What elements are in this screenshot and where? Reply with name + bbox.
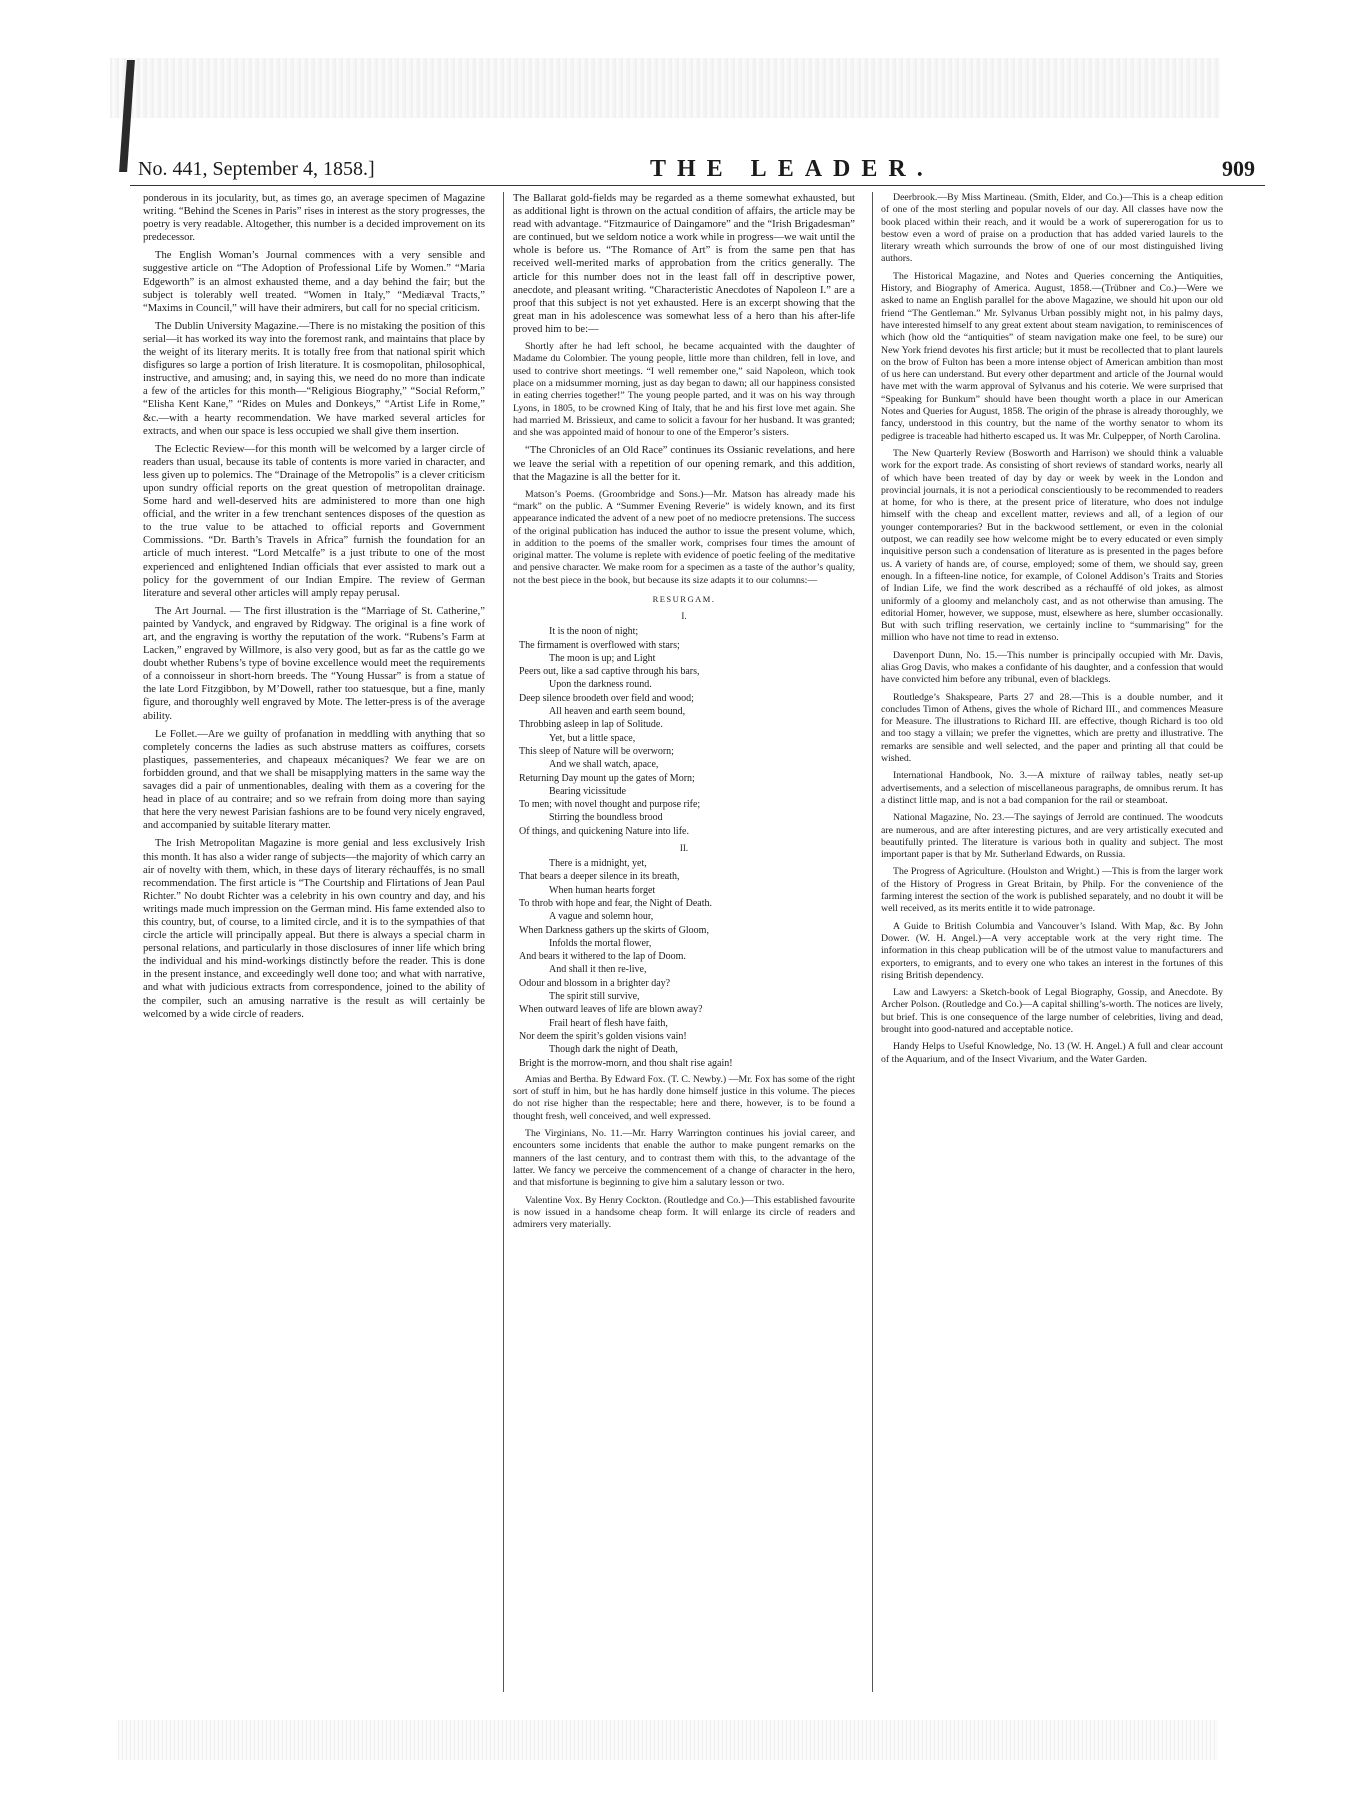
review-paragraph: Amias and Bertha. By Edward Fox. (T. C. Newby.) —Mr. Fox has some of the right sort of stuff in him, but he has hardly done himself justice in this volume. The pieces do not rise higher than the respectable; here and there, however, is to be found a thought fresh, well conceived, and well expressed. bbox=[513, 1073, 855, 1122]
paragraph: “The Chronicles of an Old Race” continues its Ossianic revelations, and here we leave the serial with a repetition of our opening remark, and this addition, that the Magazine is all the better for it. bbox=[513, 445, 855, 483]
review-paragraph: Routledge’s Shakspeare, Parts 27 and 28.—This is a double number, and it concludes Timon of Athens, gives the whole of Richard III., and commences Measure for Measure. The illustrations to Richard III. are effective, though Richard is too old and too stagy a villain; we prefer the vignettes, which are pretty and illustrative. The remarks are sensible and well selected, and the paper and printing all that could be wished. bbox=[881, 691, 1223, 765]
review-paragraph: Deerbrook.—By Miss Martineau. (Smith, Elder, and Co.)—This is a cheap edition of one of the most sterling and popular novels of our day. All classes have now the book placed within their reach, and it would be a work of supererogation for us to bestow even a word of praise on a production that has added varied laurels to the literary wreath which surrounds the brow of one of our most distinguished living authors. bbox=[881, 192, 1223, 265]
poem-line: The spirit still survive, bbox=[549, 991, 640, 1003]
poem-line: And we shall watch, apace, bbox=[549, 759, 659, 771]
masthead-title: THE LEADER. bbox=[650, 156, 934, 182]
poem-line: Yet, but a little space, bbox=[549, 732, 636, 744]
poem-line: A vague and solemn hour, bbox=[549, 911, 654, 923]
page-number: 909 bbox=[1222, 156, 1255, 181]
column-3 bbox=[881, 192, 1223, 1702]
poem-line: Deep silence broodeth over field and wood; bbox=[519, 692, 694, 704]
poem-line: Bearing vicissitude bbox=[549, 785, 626, 797]
issue-line: No. 441, September 4, 1858.] bbox=[138, 158, 375, 180]
review-paragraph: Law and Lawyers: a Sketch-book of Legal Biography, Gossip, and Anecdote. By Archer Polson. (Routledge and Co.)—A capital shilling’s-worth. The notices are lively, but brief. This is one consequence of the large number of celebrities, living and dead, brought into good-natured and acceptable notice. bbox=[881, 987, 1223, 1035]
poem-line: Throbbing asleep in lap of Solitude. bbox=[519, 719, 663, 731]
paragraph: The Ballarat gold-fields may be regarded as a theme somewhat exhausted, but as additional light is thrown on the actual condition of affairs, the article may be read with advantage. “Fitzmaurice of Daingamore” and the “Irish Brigadesman” are continued, but we seldom notice a work while in progress—we wait until the whole is before us. “The Romance of Art” is from the same pen that has received well-merited marks of approbation from the critics generally. The article for this number does not in the least fall off in descriptive power, anecdote, and pleasant writing. “Characteristic Anecdotes of Napoleon I.” are a proof that this subject is not yet exhausted. Here is an excerpt showing that the great man in his adolescence was somewhat less of a hero than his after-life proved him to be:— bbox=[513, 193, 855, 335]
review-paragraph: A Guide to British Columbia and Vancouver’s Island. With Map, &c. By John Dower. (W. H. Angel.)—A very acceptable work at the very right time. The information in this cheap publication will be of the utmost value to manufacturers and exporters, to emigrants, and to every one who takes an interest in the fortunes of this rising British dependency. bbox=[881, 920, 1223, 981]
paragraph: The Irish Metropolitan Magazine is more genial and less exclusively Irish this month. It has also a wider range of subjects—the majority of which carry an air of novelty with them, which, in these days of literary réchauffés, is no small recommendation. The first article is “The Courtship and Flirtations of Jean Paul Richter.” No doubt Richter was a celebrity in his own country and day, and his writings made much impression on the German mind. His fame extended also to this country, but, of course, to a limited circle, and it is to the sympathies of that circle the article will principally appeal. But there is always a special charm in personal relations, and particularly in those disclosures of inner life which bring the individual and his mind-workings distinctly before the reader. This is done in the present instance, and exceedingly well done too; and what with narrative, and what with judicious extracts from correspondence, joined to the ability of the compiler, such an amusing narrative is the result as will certainly be welcomed by a wide circle of readers. bbox=[143, 838, 485, 1020]
column-divider bbox=[872, 192, 873, 1692]
poem-line: There is a midnight, yet, bbox=[549, 858, 647, 870]
poem-line: Peers out, like a sad captive through his bars, bbox=[519, 666, 700, 678]
review-paragraph: Handy Helps to Useful Knowledge, No. 13 (W. H. Angel.) A full and clear account of the Aquarium, and of the Insect Vivarium, and the Water Garden. bbox=[881, 1041, 1223, 1065]
poem-line: Nor deem the spirit’s golden visions vain! bbox=[519, 1030, 687, 1042]
review-paragraph: The Progress of Agriculture. (Houlston and Wright.) —This is from the larger work of the History of Progress in Great Britain, by Philp. For the convenience of the farming interest the section of the work is published separately, and no doubt it will be well received, as its merits entitle it to wide patronage. bbox=[881, 866, 1223, 915]
header-rule bbox=[130, 185, 1265, 186]
review-paragraph: International Handbook, No. 3.—A mixture of railway tables, neatly set-up advertisements, and a selection of miscellaneous paragraphs, de omnibus rerum. It has a distinct little map, and is not a bad companion for the rail or steamboat. bbox=[881, 770, 1223, 806]
scan-artifact-bottom bbox=[118, 1720, 1218, 1760]
poem-line: Bright is the morrow-morn, and thou shalt rise again! bbox=[519, 1057, 733, 1069]
poem-line: To throb with hope and fear, the Night of Death. bbox=[519, 897, 713, 909]
poem-line: When Darkness gathers up the skirts of Gloom, bbox=[519, 924, 709, 936]
poem-line: Infolds the mortal flower, bbox=[549, 937, 652, 949]
poem-line: Upon the darkness round. bbox=[549, 679, 652, 691]
poem-line: Odour and blossom in a brighter day? bbox=[519, 977, 671, 989]
poem-line: Of things, and quickening Nature into life. bbox=[519, 825, 689, 837]
poem-stanza-1 bbox=[519, 625, 855, 838]
paragraph: The English Woman’s Journal commences with a very sensible and suggestive article on “The Adoption of Professional Life by Women.” “Maria Edgeworth” is an almost exhausted theme, and a day behind the fair; but the subject is tolerably well treated. “Women in Italy,” “Mediæval Tracts,” “Maxims in Council,” will have their admirers, but call for no special criticism. bbox=[143, 250, 485, 314]
page-header bbox=[130, 150, 1265, 186]
poem-line: That bears a deeper silence in its breath, bbox=[519, 871, 680, 883]
paragraph: The Dublin University Magazine.—There is no mistaking the position of this serial—it has worked its way into the foremost rank, and maintains that place by the weight of its literary merits. It is totally free from that national spirit which disfigures so large a portion of Irish literature. It is cosmopolitan, philosophical, instructive, and amusing; and, in saying this, we need do no more than indicate a few of the articles for this month—“Religious Biography,” “Social Reform,” “Elisha Kent Kane,” “Rides on Mules and Donkeys,” “Artist Life in Rome,” &c.—with a hearty recommendation. We have marked several articles for extracts, and when our space is less occupied we shall give them insertion. bbox=[143, 320, 485, 437]
review-paragraph: Valentine Vox. By Henry Cockton. (Routledge and Co.)—This established favourite is now issued in a handsome cheap form. It will enlarge its circle of readers and admirers very materially. bbox=[513, 1194, 855, 1231]
stanza-number: II. bbox=[679, 843, 689, 853]
poem-line: It is the noon of night; bbox=[549, 626, 639, 638]
paragraph: The Eclectic Review—for this month will be welcomed by a larger circle of readers than usual, because its table of contents is more varied in character, and less given up to polemics. The “Drainage of the Metropolis” is a clever criticism upon sundry official reports on the great question of metropolitan drainage. Some hard and well-deserved hits are administered to more than one high official, and the writer in a few trenchant sentences disposes of the question as to the true value to be attached to official reports and Government Commissions. “Dr. Barth’s Travels in Africa” furnish the foundation for an article of much interest. “Lord Metcalfe” is a just tribute to one of the most experienced and enlightened Indian officials that ever assisted to mark out a policy for the government of our Indian Empire. The review of German literature and several other articles will amply repay perusal. bbox=[143, 443, 485, 599]
review-paragraph: National Magazine, No. 23.—The sayings of Jerrold are continued. The woodcuts are numerous, and are after interesting pictures, and are very artistically executed and beautifully printed. The literature is various both in quality and subject. The most important paper is that by Mr. Sutherland Edwards, on Russia. bbox=[881, 812, 1223, 861]
paragraph: ponderous in its jocularity, but, as times go, an average specimen of Magazine writing. “Behind the Scenes in Paris” rises in interest as the story progresses, the poetry is very readable. Altogether, this number is a decided improvement on its predecessor. bbox=[143, 193, 485, 244]
poem-line: Stirring the boundless brood bbox=[549, 812, 663, 824]
review-paragraph: The New Quarterly Review (Bosworth and Harrison) we should think a valuable work for the export trade. As consisting of short reviews of standard works, nearly all of which have been treated of day by day or week by week in the London and provincial journals, it is not a periodical conscientiously to be recommended to readers at home, for who is there, at the present price of literature, who does not indulge himself with the cheap and excellent matter, reviews and all, of a legion of our younger contemporaries? But in the backwood settlement, or even in the colonial outpost, we can readily see how welcome might be to every educated or even simply inquisitive person such a condensation of literature as is presented in the pages before us. A variety of hands are, of course, employed; some of them, we should say, green enough. In a fifteen-line notice, for example, of Colonel Addison’s Traits and Stories of Indian Life, we find the work described as a réchauffé of old jokes, as almost uniformly of a gloomy and melancholy cast, and as not otherwise than amusing. The editorial Homer, however, we suppose, must, elsewhere as here, slumber occasionally. But with such trifling reservation, we certainly incline to “summarising” for the million who have not time to read in extenso. bbox=[881, 447, 1223, 644]
poem-line: The moon is up; and Light bbox=[549, 652, 656, 664]
quoted-extract: Shortly after he had left school, he became acquainted with the daughter of Madame du Colombier. The young people, little more than children, fell in love, and used to contrive short meetings. “I well remember one,” said Napoleon, which took place on a midsummer morning, just as day began to dawn; all our happiness consisted in eating cherries together!” The young people parted, and it was on his way through Lyons, in 1805, to be crowned King of Italy, that he and his first love met again. She had married M. Brissieux, and came to solicit a favour for her husband. It was granted; and she was appointed maid of honour to one of the Emperor’s sisters. bbox=[513, 341, 855, 439]
poem-line: Though dark the night of Death, bbox=[549, 1044, 678, 1056]
poem-line: Frail heart of flesh have faith, bbox=[549, 1017, 668, 1029]
column-divider bbox=[503, 192, 504, 1692]
review-paragraph: Matson’s Poems. (Groombridge and Sons.)—Mr. Matson has already made his “mark” on the public. A “Summer Evening Reverie” is widely known, and its first appearance indicated the advent of a new poet of no mediocre pretensions. The success of the original publication has induced the author to issue the present volume, which, in addition to the poems of the smaller work, comprises four times the amount of original matter. The volume is replete with evidence of poetic feeling of the meditative and pensive character. We make room for a specimen as a taste of the author’s quality, not the best piece in the book, but because its size adapts it to our columns:— bbox=[513, 488, 855, 586]
column-1 bbox=[143, 192, 485, 1702]
poem-line: All heaven and earth seem bound, bbox=[549, 706, 686, 718]
poem-title: RESURGAM. bbox=[652, 594, 716, 605]
review-paragraph: The Virginians, No. 11.—Mr. Harry Warrington continues his jovial career, and encounters some incidents that enable the author to make pungent remarks on the manners of the last century, and to contrast them with this, to the advantage of the latter. We fancy we perceive the commencement of a change of character in the hero, and that misfortune is beginning to give him a salutary lesson or two. bbox=[513, 1128, 855, 1189]
poem-line: Returning Day mount up the gates of Morn; bbox=[519, 772, 695, 784]
poem-line: And shall it then re-live, bbox=[549, 964, 647, 976]
poem-line: This sleep of Nature will be overworn; bbox=[519, 745, 674, 757]
poem-line: The firmament is overflowed with stars; bbox=[519, 639, 680, 651]
poem-line: To men; with novel thought and purpose rife; bbox=[519, 799, 701, 811]
poem-line: When outward leaves of life are blown away? bbox=[519, 1004, 703, 1016]
review-paragraph: The Historical Magazine, and Notes and Queries concerning the Antiquities, History, and Biography of America. August, 1858.—(Trübner and Co.)—Were we asked to name an English parallel for the above Magazine, we should hit upon our old friend “The Gentleman.” Mr. Sylvanus Urban possibly might not, in his palmy days, have interested himself to any great extent about steam navigation, to reminiscences of which (how old the “antiquities” of steam navigation make one feel, to be sure) our New York friend devotes his first article; but it must be recollected that to plant laurels on the brow of Fulton has been a more intense object of American ambition than most of us here can understand. But every other department and article of the Journal would have met with the warm approval of Sylvanus and his coterie. We were surprised that “Speaking for Bunkum” should have been thought worth a place in our American Notes and Queries for August, 1858. The origin of the phrase is already thoroughly, we fancy, understood in this country, but the name of the worthy senator to whom its pedigree is traceable had hitherto escaped us. It was Mr. Culpepper, of North Carolina. bbox=[881, 270, 1223, 442]
stanza-number: I. bbox=[681, 611, 687, 622]
paragraph: Le Follet.—Are we guilty of profanation in meddling with anything that so completely concerns the ladies as such abstruse matters as coiffures, corsets plastiques, passementeries, and chapeaux mécaniques? We fear we are on forbidden ground, and that we shall be misapplying matters in the same way the savages did a pair of unmentionables, dealing with them as a covering for the head in place of au contraire; and so we refrain from doing more than saying that here the very newest Parisian fashions are to be found very nicely engraved, and accompanied by suitable literary matter. bbox=[143, 728, 485, 832]
poem-line: When human hearts forget bbox=[549, 884, 656, 896]
review-paragraph: Davenport Dunn, No. 15.—This number is principally occupied with Mr. Davis, alias Grog Davis, who makes a confidante of his daughter, and a confession that would have convicted him before any tribunal, even of blacklegs. bbox=[881, 649, 1223, 686]
poem-line: And bears it withered to the lap of Doom. bbox=[519, 951, 686, 963]
column-2 bbox=[513, 192, 855, 1702]
paragraph: The Art Journal. — The first illustration is the “Marriage of St. Catherine,” painted by Vandyck, and engraved by Ridgway. The original is a fine work of art, and the engraving is worthy the reputation of the work. “Rubens’s Farm at Lacken,” engraved by Willmore, is also very good, but as far as the cattle go we doubt whether Rubens’s type of bovine excellence would meet the requirements of a connoisseur in short-horn breeds. The “Young Hussar” is from a statue of the late Lord Fitzgibbon, by M’Dowell, rather too statuesque, but a fine, manly figure, and thoroughly well engraved by Mote. The letter-press is of the average ability. bbox=[143, 605, 485, 722]
scan-artifact-top bbox=[110, 58, 1220, 118]
poem-stanza-2 bbox=[519, 857, 855, 1070]
